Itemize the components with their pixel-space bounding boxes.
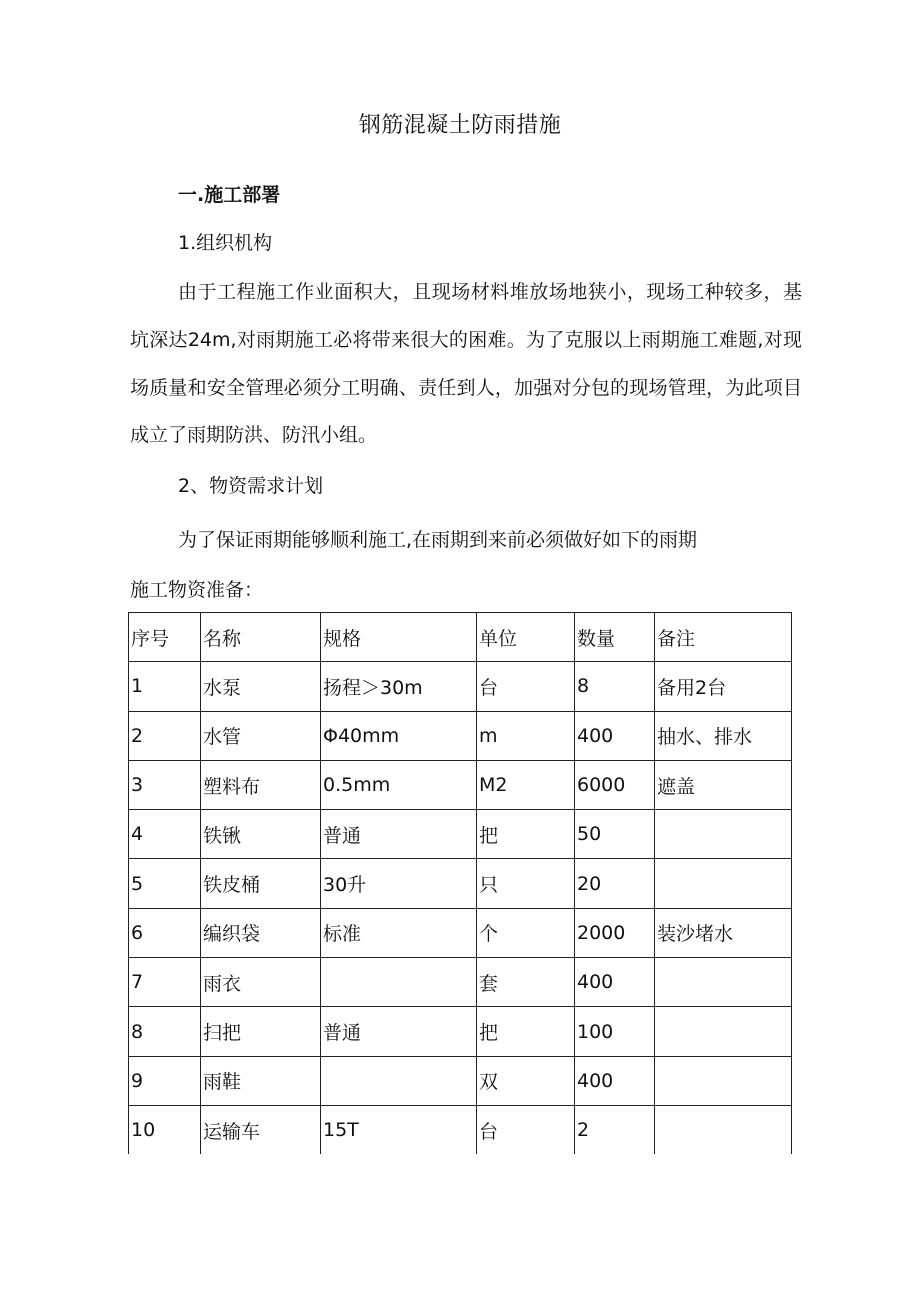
table-row [129, 810, 792, 859]
table-row [129, 1056, 792, 1105]
table-cell: 1 [129, 662, 201, 711]
table-cell: 30升 [321, 859, 477, 908]
table-cell: 台 [477, 662, 575, 711]
table-header-row [129, 613, 792, 662]
table-cell: 普通 [321, 810, 477, 859]
material-plan-paragraph [130, 515, 802, 615]
column-header: 数量 [575, 613, 655, 662]
table-cell: 普通 [321, 1007, 477, 1056]
table-cell [321, 958, 477, 1007]
column-header: 备注 [655, 613, 792, 662]
table-cell: 400 [575, 1056, 655, 1105]
table-cell: 铁皮桶 [201, 859, 321, 908]
table-cell: 6000 [575, 760, 655, 809]
table-cell: m [477, 711, 575, 760]
table-cell: 15T [321, 1105, 477, 1154]
table-cell: 8 [129, 1007, 201, 1056]
table-cell: 10 [129, 1105, 201, 1154]
table-cell: 雨衣 [201, 958, 321, 1007]
table-cell: M2 [477, 760, 575, 809]
table-cell [655, 1007, 792, 1056]
column-header: 名称 [201, 613, 321, 662]
table-cell: 50 [575, 810, 655, 859]
materials-table [128, 612, 792, 1154]
table-row [129, 958, 792, 1007]
table-cell: 塑料布 [201, 760, 321, 809]
table-cell: 9 [129, 1056, 201, 1105]
table-cell: 20 [575, 859, 655, 908]
table-cell [321, 1056, 477, 1105]
table-cell [655, 859, 792, 908]
table-cell: 8 [575, 662, 655, 711]
table-row [129, 711, 792, 760]
table-cell [655, 1056, 792, 1105]
section-heading-construction-deployment: 一.施工部署 [178, 184, 281, 206]
subsection-heading-organization: 1.组织机构 [178, 232, 273, 254]
table-cell: 抽水、排水 [655, 711, 792, 760]
table-cell: 400 [575, 958, 655, 1007]
table-cell: 扫把 [201, 1007, 321, 1056]
page-title: 钢筋混凝土防雨措施 [358, 113, 562, 138]
table-cell: 把 [477, 810, 575, 859]
material-plan-paragraph-line1: 为了保证雨期能够顺利施工,在雨期到来前必须做好如下的雨期 [178, 529, 698, 551]
table-row [129, 1007, 792, 1056]
table-cell: 2 [575, 1105, 655, 1154]
table-cell: 双 [477, 1056, 575, 1105]
table-cell: 100 [575, 1007, 655, 1056]
table-cell: 400 [575, 711, 655, 760]
table-cell: 0.5mm [321, 760, 477, 809]
table-cell [655, 958, 792, 1007]
organization-paragraph: 由于工程施工作业面积大，且现场材料堆放场地狭小，现场工种较多，基坑深达24m,对雨期施工必将带来很大的困难。为了克服以上雨期施工难题,对现场质量和安全管理必须分工明确、责任到人，加强对分包的现场管理，为此项目成立了雨期防洪、防汛小组。 [130, 281, 802, 447]
table-cell [655, 810, 792, 859]
table-cell: 个 [477, 908, 575, 957]
table-cell: 装沙堵水 [655, 908, 792, 957]
table-row [129, 1105, 792, 1154]
table-cell: 运输车 [201, 1105, 321, 1154]
table-row [129, 859, 792, 908]
table-cell: 5 [129, 859, 201, 908]
table-cell: 6 [129, 908, 201, 957]
table-cell: 4 [129, 810, 201, 859]
subsection-heading-material-plan: 2、物资需求计划 [178, 475, 324, 497]
table-cell: 水管 [201, 711, 321, 760]
table-cell: 雨鞋 [201, 1056, 321, 1105]
material-plan-paragraph-line2: 施工物资准备： [130, 579, 264, 601]
table-cell: Φ40mm [321, 711, 477, 760]
column-header: 规格 [321, 613, 477, 662]
table-cell: 台 [477, 1105, 575, 1154]
table-row [129, 662, 792, 711]
column-header: 序号 [129, 613, 201, 662]
table-cell: 2000 [575, 908, 655, 957]
table-cell: 铁锹 [201, 810, 321, 859]
table-cell: 扬程＞30m [321, 662, 477, 711]
table-cell: 7 [129, 958, 201, 1007]
table-cell: 编织袋 [201, 908, 321, 957]
table-cell: 套 [477, 958, 575, 1007]
table-cell: 2 [129, 711, 201, 760]
table-cell [655, 1105, 792, 1154]
table-cell: 只 [477, 859, 575, 908]
table-cell: 水泵 [201, 662, 321, 711]
table-cell: 3 [129, 760, 201, 809]
column-header: 单位 [477, 613, 575, 662]
table-cell: 遮盖 [655, 760, 792, 809]
table-row [129, 908, 792, 957]
table-cell: 把 [477, 1007, 575, 1056]
table-cell: 标准 [321, 908, 477, 957]
table-row [129, 760, 792, 809]
table-cell: 备用2台 [655, 662, 792, 711]
